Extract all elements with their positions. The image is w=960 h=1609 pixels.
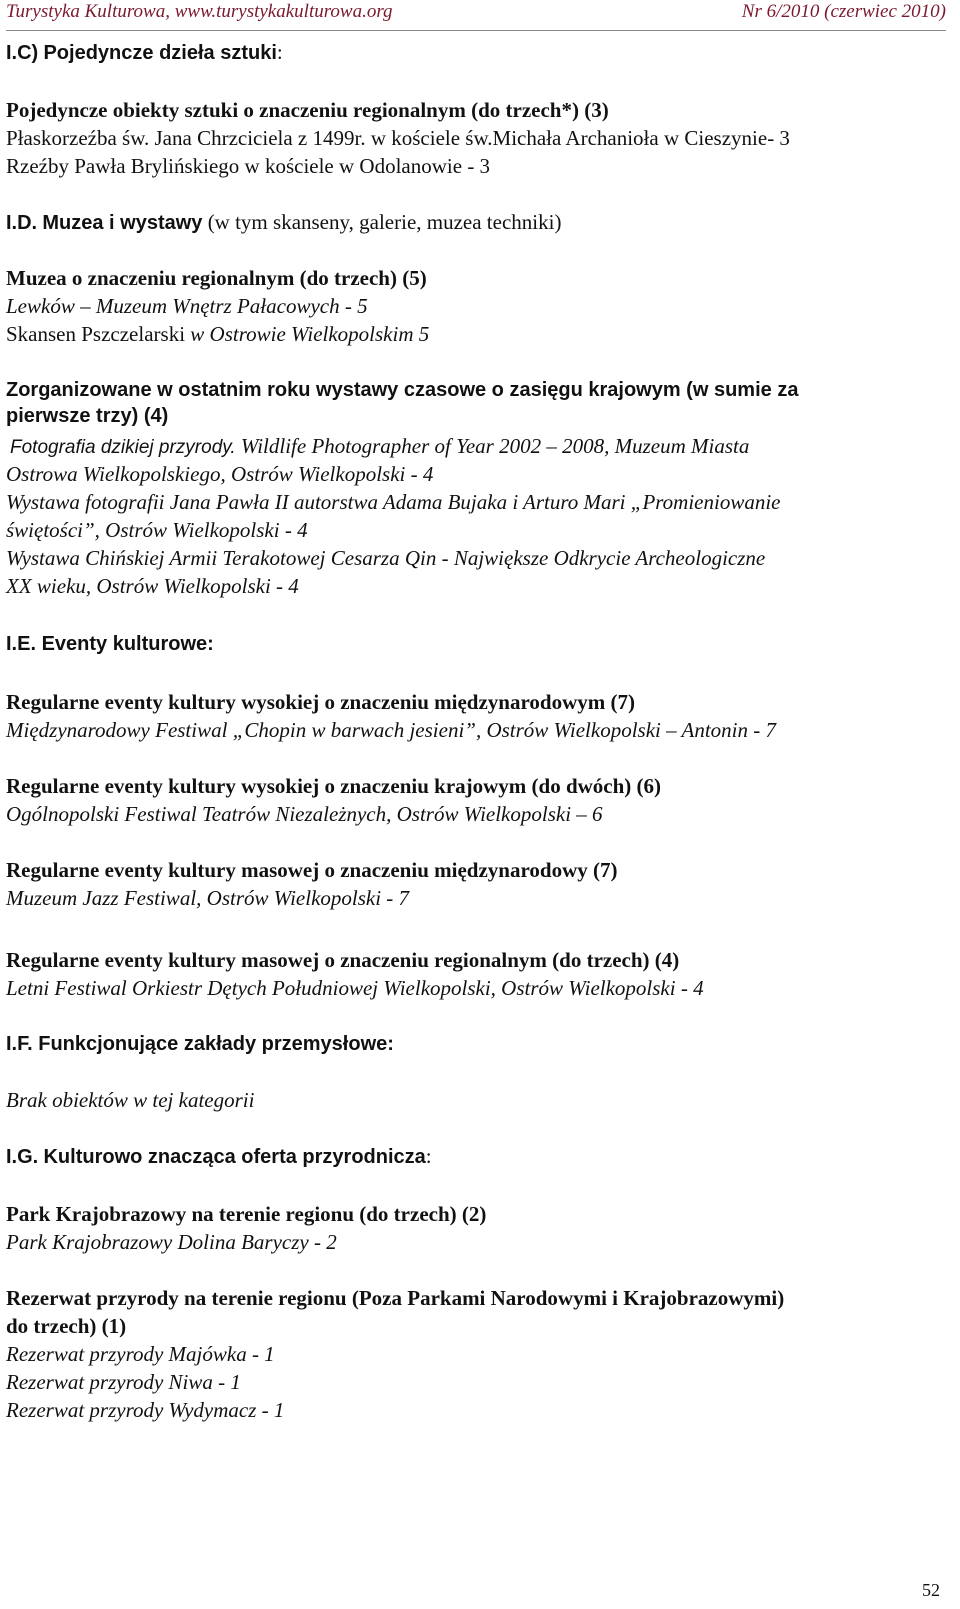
list-item: Letni Festiwal Orkiestr Dętych Południowej Wielkopolski, Ostrów Wielkopolski - 4 xyxy=(6,976,704,1000)
list-item: Międzynarodowy Festiwal „Chopin w barwach jesieni”, Ostrów Wielkopolski – Antonin - 7 xyxy=(6,718,776,742)
list-item: Rzeźby Pawła Brylińskiego w kościele w Odolanowie - 3 xyxy=(6,154,491,178)
list-item: Rezerwat przyrody Niwa - 1 xyxy=(6,1370,241,1394)
park-heading: Park Krajobrazowy na terenie regionu (do trzech) (2) xyxy=(6,1202,487,1226)
list-item: Muzeum Jazz Festiwal, Ostrów Wielkopolski - 7 xyxy=(6,886,410,910)
section-f-heading: I.F. Funkcjonujące zakłady przemysłowe: xyxy=(6,1033,394,1055)
section-g-heading: I.G. Kulturowo znacząca oferta przyrodnicza: xyxy=(6,1144,432,1168)
list-item: Płaskorzeźba św. Jana Chrzciciela z 1499r. w kościele św.Michała Archanioła w Cieszynie- 3 xyxy=(6,126,790,150)
reserve-heading: Rezerwat przyrody na terenie regionu (Poza Parkami Narodowymi i Krajobrazowymi) xyxy=(6,1286,785,1310)
header-issue: Nr 6/2010 (czerwiec 2010) xyxy=(741,1,946,22)
list-item: Rezerwat przyrody Wydymacz - 1 xyxy=(6,1398,285,1422)
event-group-heading: Regularne eventy kultury masowej o znaczeniu międzynarodowy (7) xyxy=(6,858,618,882)
list-item-cont: świętości”, Ostrów Wielkopolski - 4 xyxy=(6,518,308,542)
list-item: Skansen Pszczelarski w Ostrowie Wielkopolskim 5 xyxy=(6,322,430,346)
header-journal-title: Turystyka Kulturowa, www.turystykakulturowa.org xyxy=(6,1,393,22)
section-c-heading: I.C) Pojedyncze dzieła sztuki: xyxy=(6,40,283,64)
list-item: Ogólnopolski Festiwal Teatrów Niezależnych, Ostrów Wielkopolski – 6 xyxy=(6,802,603,826)
list-item: Lewków – Muzeum Wnętrz Pałacowych - 5 xyxy=(6,294,368,318)
list-item: Brak obiektów w tej kategorii xyxy=(6,1088,255,1112)
list-item-cont: XX wieku, Ostrów Wielkopolski - 4 xyxy=(6,574,299,598)
list-item: Park Krajobrazowy Dolina Baryczy - 2 xyxy=(6,1230,337,1254)
page-number: 52 xyxy=(922,1580,940,1600)
list-item: Fotografia dzikiej przyrody. Wildlife Photographer of Year 2002 – 2008, Muzeum Miasta xyxy=(10,434,750,458)
section-c-subheading: Pojedyncze obiekty sztuki o znaczeniu regionalnym (do trzech*) (3) xyxy=(6,98,609,122)
exhibitions-heading-cont: pierwsze trzy) (4) xyxy=(6,405,169,427)
list-item-cont: Ostrowa Wielkopolskiego, Ostrów Wielkopolski - 4 xyxy=(6,462,434,486)
exhibitions-heading: Zorganizowane w ostatnim roku wystawy czasowe o zasięgu krajowym (w sumie za xyxy=(6,379,799,401)
list-item: Wystawa fotografii Jana Pawła II autorstwa Adama Bujaka i Arturo Mari „Promieniowanie xyxy=(6,490,781,514)
running-header xyxy=(6,0,946,31)
list-item: Wystawa Chińskiej Armii Terakotowej Cesarza Qin - Największe Odkrycie Archeologiczne xyxy=(6,546,766,570)
event-group-heading: Regularne eventy kultury masowej o znaczeniu regionalnym (do trzech) (4) xyxy=(6,948,680,972)
list-item: Rezerwat przyrody Majówka - 1 xyxy=(6,1342,275,1366)
section-d-heading: I.D. Muzea i wystawy (w tym skanseny, galerie, muzea techniki) xyxy=(6,210,562,234)
event-group-heading: Regularne eventy kultury wysokiej o znaczeniu międzynarodowym (7) xyxy=(6,690,635,714)
reserve-heading-cont: do trzech) (1) xyxy=(6,1314,127,1338)
event-group-heading: Regularne eventy kultury wysokiej o znaczeniu krajowym (do dwóch) (6) xyxy=(6,774,662,798)
museums-heading: Muzea o znaczeniu regionalnym (do trzech) (5) xyxy=(6,266,427,290)
section-e-heading: I.E. Eventy kulturowe: xyxy=(6,633,214,655)
